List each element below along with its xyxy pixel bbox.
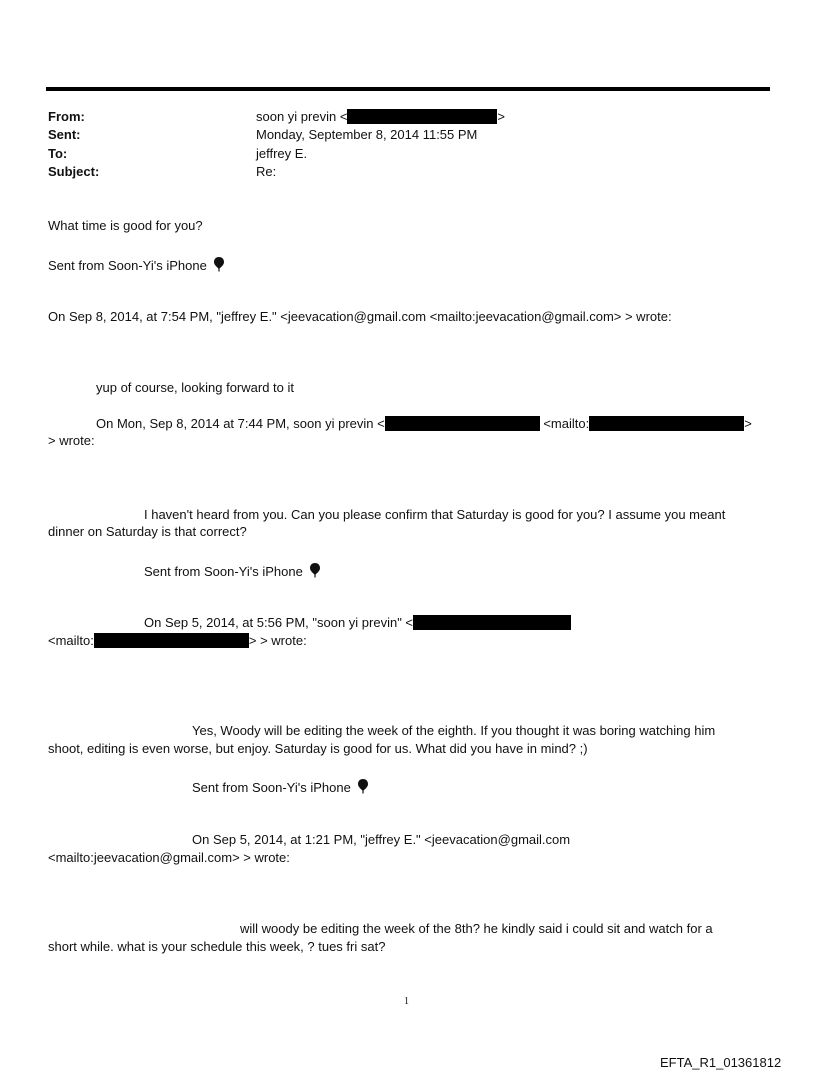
- quote-header-cont: > wrote:: [48, 433, 95, 448]
- subject-value: Re:: [256, 164, 277, 179]
- quote-text: On Mon, Sep 8, 2014 at 7:44 PM, soon yi previn <: [96, 416, 385, 431]
- signature: [192, 778, 369, 795]
- message-line: dinner on Saturday is that correct?: [48, 524, 247, 539]
- header-rule: [46, 87, 770, 91]
- redaction-block: [94, 633, 249, 648]
- pin-icon: [357, 778, 369, 794]
- pin-icon: [213, 256, 225, 272]
- message-line: I haven't heard from you. Can you please confirm that Saturday is good for you? I assume you meant: [144, 507, 726, 522]
- sent-value: Monday, September 8, 2014 11:55 PM: [256, 127, 478, 142]
- from-name: soon yi previn <: [256, 109, 348, 124]
- reply-line: yup of course, looking forward to it: [96, 380, 294, 395]
- from-value: [256, 109, 505, 124]
- quote-text: <mailto:: [543, 416, 590, 431]
- redaction-block: [413, 615, 571, 630]
- signature-text: Sent from Soon-Yi's iPhone: [192, 780, 351, 795]
- from-close: >: [497, 109, 506, 124]
- quote-text: >: [744, 416, 752, 431]
- from-label: From:: [48, 109, 85, 124]
- to-value: jeffrey E.: [256, 146, 308, 161]
- message-line: short while. what is your schedule this week, ? tues fri sat?: [48, 939, 386, 954]
- sent-label: Sent:: [48, 127, 81, 142]
- quote-header: [96, 416, 752, 431]
- subject-label: Subject:: [48, 164, 100, 179]
- message-line: What time is good for you?: [48, 218, 203, 233]
- quote-text: On Sep 5, 2014, at 5:56 PM, "soon yi previn" <: [144, 615, 414, 630]
- message-line: will woody be editing the week of the 8th? he kindly said i could sit and watch for a: [240, 921, 713, 936]
- redaction-block: [347, 109, 497, 124]
- signature-text: Sent from Soon-Yi's iPhone: [48, 258, 207, 273]
- signature-text: Sent from Soon-Yi's iPhone: [144, 564, 303, 579]
- quote-header: On Sep 5, 2014, at 1:21 PM, "jeffrey E." <jeevacation@gmail.com: [192, 832, 571, 847]
- quote-header-cont: <mailto:jeevacation@gmail.com> > wrote:: [48, 850, 290, 865]
- quote-header: On Sep 8, 2014, at 7:54 PM, "jeffrey E." <jeevacation@gmail.com <mailto:jeevacation@gmail.com> > wrote:: [48, 309, 672, 324]
- page-number: 1: [404, 996, 409, 1007]
- quote-text: <mailto:: [48, 633, 94, 648]
- message-line: Yes, Woody will be editing the week of the eighth. If you thought it was boring watching him: [192, 723, 716, 738]
- signature: [48, 256, 225, 273]
- pin-icon: [309, 562, 321, 578]
- redaction-block: [385, 416, 540, 431]
- signature: [144, 562, 321, 579]
- to-label: To:: [48, 146, 68, 161]
- quote-text: > > wrote:: [248, 633, 307, 648]
- quote-header-cont: [48, 633, 307, 648]
- quote-header: [144, 615, 571, 630]
- redaction-block: [589, 416, 744, 431]
- message-line: shoot, editing is even worse, but enjoy. Saturday is good for us. What did you have in mind? ;): [48, 741, 588, 756]
- document-id: EFTA_R1_01361812: [660, 1055, 782, 1070]
